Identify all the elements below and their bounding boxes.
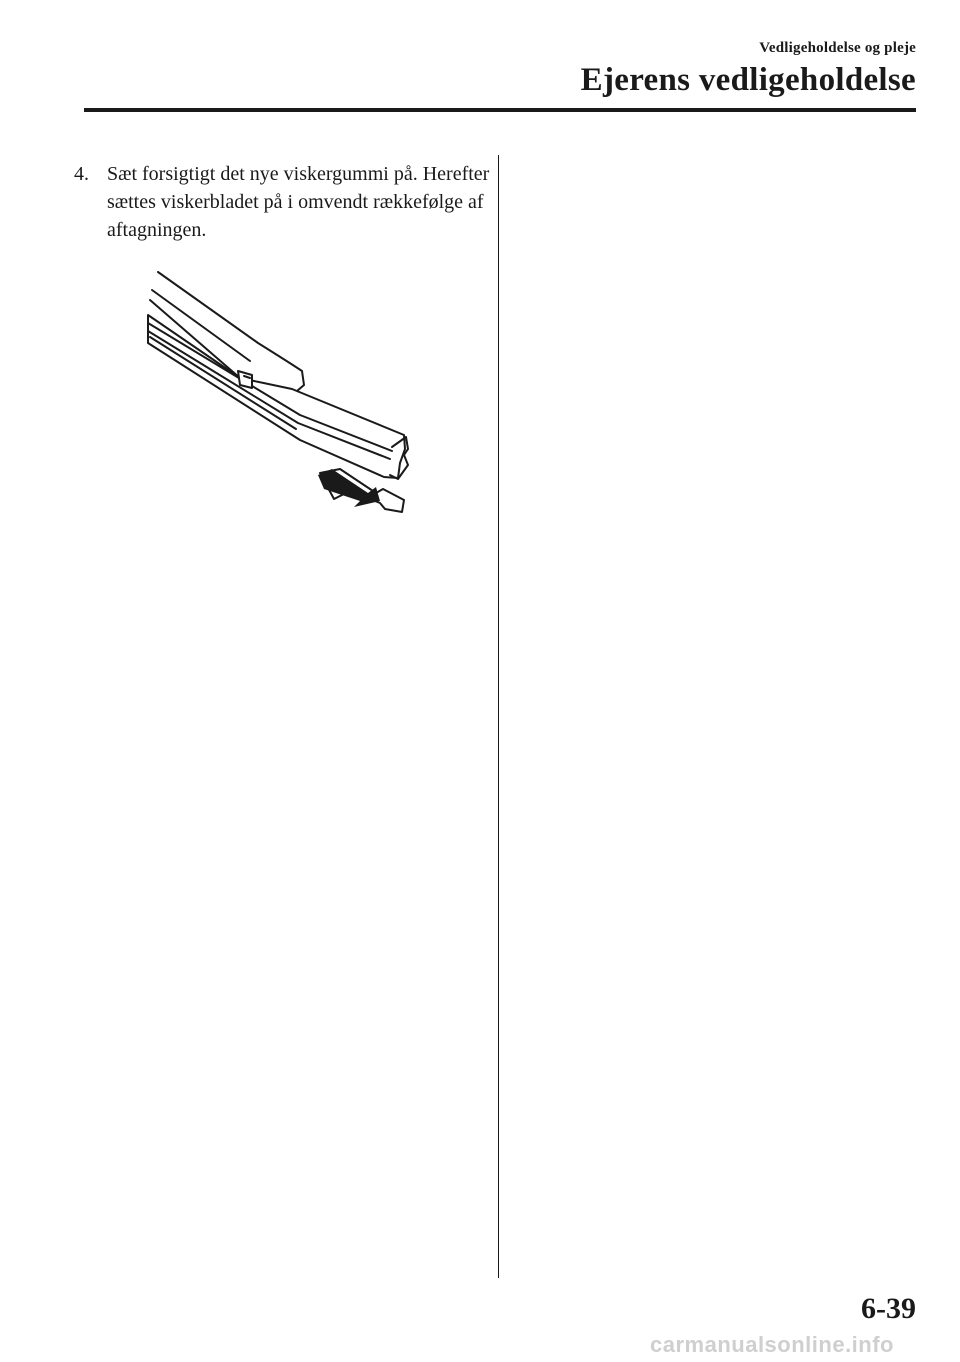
- page-number: 6-39: [861, 1292, 916, 1325]
- chapter-title: Vedligeholdelse og pleje: [759, 40, 916, 56]
- wiper-clip: [238, 371, 252, 388]
- section-title: Ejerens vedligeholdelse: [580, 62, 916, 98]
- wiper-blade-illustration: [140, 265, 430, 515]
- instruction-step: [74, 160, 494, 244]
- wiper-blade-body: [148, 315, 405, 478]
- watermark: carmanualsonline.info: [650, 1332, 894, 1357]
- header-rule: [84, 108, 916, 112]
- step-text: Sæt forsigtigt det nye viskergummi på. Herefter sættes viskerbladet på i omvendt rækkefølge af aftagningen.: [107, 163, 490, 241]
- column-divider: [498, 155, 499, 1278]
- step-number: 4.: [74, 163, 89, 185]
